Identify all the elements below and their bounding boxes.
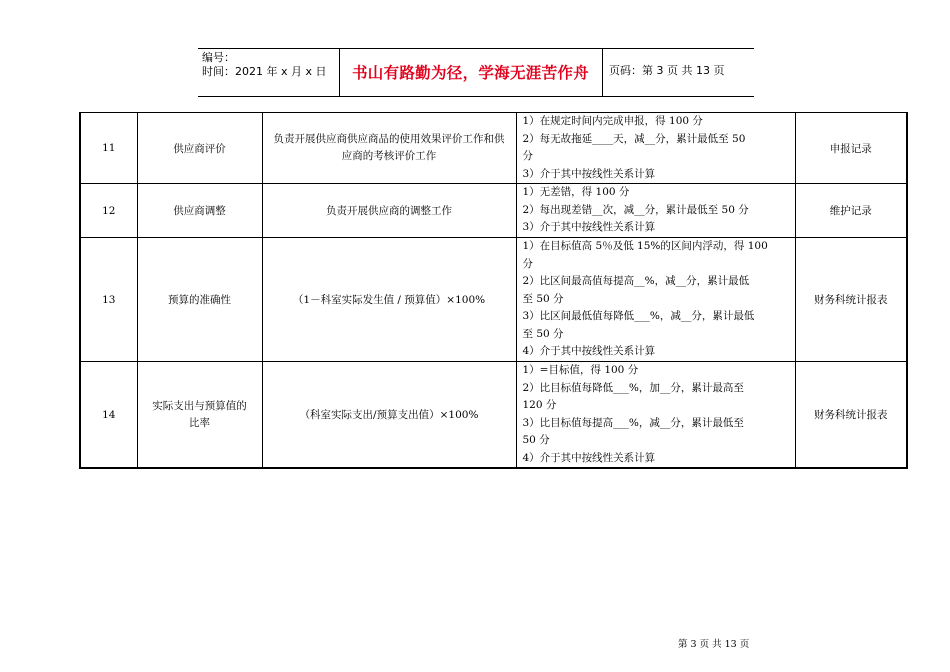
criteria-line: 120 分	[522, 399, 557, 411]
criteria-line: 2）每无故拖延____天，减__分，累计最低至 50	[522, 132, 746, 145]
evaluation-table	[79, 112, 908, 469]
criteria-line: 3）比区间最低值每降低___%，减__分，累计最低	[522, 310, 755, 323]
row-content: （1－科室实际发生值 / 预算值）×100%	[262, 238, 516, 362]
page-footer: 第 3 页 共 13 页	[678, 639, 750, 650]
criteria-line: 3）比目标值每提高___%，减__分，累计最低至	[522, 416, 744, 429]
row-source: 财务科统计报表	[795, 362, 907, 469]
table-row	[80, 362, 907, 469]
row-criteria	[516, 362, 795, 469]
row-criteria	[516, 238, 795, 362]
doc-date-label: 时间：2021 年 x 月 x 日	[202, 65, 327, 78]
row-criteria	[516, 184, 795, 238]
row-number: 13	[80, 238, 137, 362]
table-row	[80, 238, 907, 362]
header-meta	[202, 51, 327, 79]
header-page-info: 页码：第 3 页 共 13 页	[609, 64, 725, 77]
row-item: 实际支出与预算值的比率	[137, 362, 262, 469]
criteria-line: 1）=目标值，得 100 分	[522, 364, 639, 376]
row-item: 供应商评价	[137, 113, 262, 184]
criteria-line: 分	[522, 257, 533, 270]
header-bottom-rule	[198, 96, 754, 97]
criteria-line: 50 分	[522, 434, 550, 446]
row-content: 负责开展供应商的调整工作	[262, 184, 516, 238]
row-item: 供应商调整	[137, 184, 262, 238]
criteria-line: 1）无差错，得 100 分	[522, 186, 630, 199]
criteria-line: 1）在目标值高 5％及低 15%的区间内浮动，得 100	[522, 240, 768, 253]
doc-number-label: 编号：	[202, 51, 235, 64]
criteria-line: 2）每出现差错__次，减__分，累计最低至 50 分	[522, 203, 749, 216]
row-number: 11	[80, 113, 137, 184]
criteria-line: 2）比区间最高值每提高__%，减__分，累计最低	[522, 275, 750, 288]
table-row	[80, 184, 907, 238]
table-row	[80, 113, 907, 184]
criteria-line: 至 50 分	[522, 327, 564, 340]
row-source: 维护记录	[795, 184, 907, 238]
criteria-line: 分	[522, 150, 533, 162]
criteria-line: 2）比目标值每降低___%，加__分，累计最高至	[522, 381, 744, 394]
row-number: 12	[80, 184, 137, 238]
criteria-line: 4）介于其中按线性关系计算	[522, 451, 656, 464]
row-item: 预算的准确性	[137, 238, 262, 362]
row-content: （科室实际支出/预算支出值）×100%	[262, 362, 516, 469]
row-content: 负责开展供应商供应商品的使用效果评价工作和供应商的考核评价工作	[262, 113, 516, 184]
row-number: 14	[80, 362, 137, 469]
criteria-line: 1）在规定时间内完成申报，得 100 分	[522, 115, 703, 127]
header-divider	[602, 48, 603, 96]
criteria-line: 至 50 分	[522, 292, 564, 305]
criteria-line: 3）介于其中按线性关系计算	[522, 167, 656, 180]
header-motto: 书山有路勤为径，学海无涯苦作舟	[351, 64, 589, 82]
row-source: 财务科统计报表	[795, 238, 907, 362]
row-criteria	[516, 113, 795, 184]
row-source: 申报记录	[795, 113, 907, 184]
criteria-line: 3）介于其中按线性关系计算	[522, 221, 656, 234]
criteria-line: 4）介于其中按线性关系计算	[522, 345, 656, 358]
